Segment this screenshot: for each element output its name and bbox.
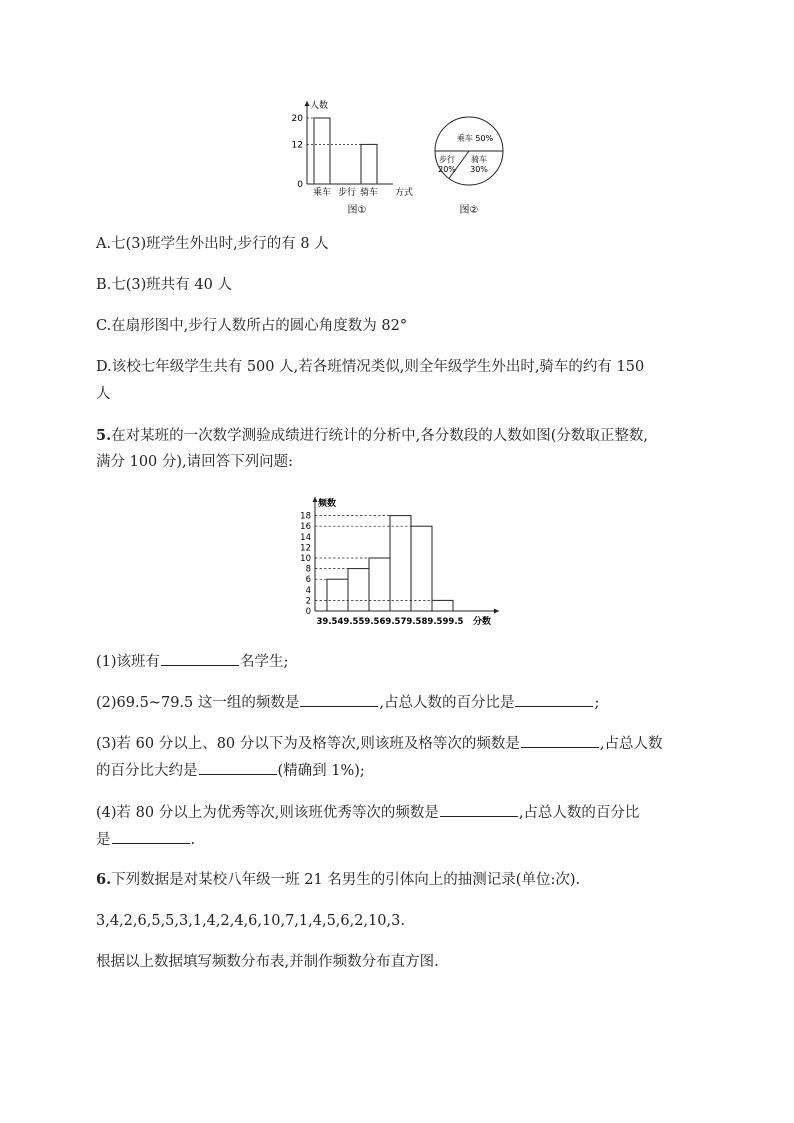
sub3-text-a: (3)若 60 分以上、80 分以下为及格等次,则该班及格等次的频数是 xyxy=(96,736,520,752)
x-tick-label: 步行 xyxy=(337,188,357,198)
histogram-bar xyxy=(348,569,369,611)
pie-slice-label: 乘车 50% xyxy=(456,134,494,143)
y-axis-arrow xyxy=(305,101,310,106)
question-5-sub1 xyxy=(96,651,288,672)
question-6-data: 3,4,2,6,5,5,3,1,4,2,4,6,10,7,1,4,5,6,2,10,3. xyxy=(96,913,405,929)
sub4-text-c: 是 xyxy=(96,832,111,848)
histogram-bar xyxy=(369,558,390,611)
figure-1-caption: 图① xyxy=(347,205,367,216)
sub4-text-b: ,占总人数的百分比 xyxy=(518,805,640,821)
x-axis-label: 方式 xyxy=(395,188,414,198)
answer-blank-4[interactable] xyxy=(521,733,599,748)
answer-blank-6[interactable] xyxy=(440,802,518,817)
sub3-text-d: (精确到 1%); xyxy=(277,763,365,779)
question-5-sub4-line2 xyxy=(96,829,195,850)
pie-slice-pct: 20% xyxy=(438,165,456,174)
x-axis-arrow xyxy=(494,609,499,614)
answer-blank-7[interactable] xyxy=(112,829,190,844)
x-tick-label: 69.5 xyxy=(379,617,401,627)
pie-slice-pct: 30% xyxy=(470,165,488,174)
y-tick-label: 12 xyxy=(300,543,311,554)
x-axis-label: 分数 xyxy=(473,617,492,627)
question-5-sub4-line1 xyxy=(96,802,639,823)
histogram-bar xyxy=(390,516,411,611)
bar xyxy=(361,144,377,184)
question-6-instruction: 根据以上数据填写频数分布表,并制作频数分布直方图. xyxy=(96,954,439,970)
y-tick-label: 2 xyxy=(305,596,311,607)
bar xyxy=(314,118,330,184)
pie-slice-label: 步行 xyxy=(439,155,455,164)
y-axis-arrow xyxy=(313,497,318,502)
histogram-bar xyxy=(432,600,453,611)
x-tick-label: 49.5 xyxy=(337,617,359,627)
x-tick-label: 89.5 xyxy=(421,617,443,627)
figure-1-bar-chart xyxy=(285,95,415,220)
sub1-text-b: 名学生; xyxy=(240,654,289,670)
sub4-text-a: (4)若 80 分以上为优秀等次,则该班优秀等次的频数是 xyxy=(96,805,439,821)
sub3-text-b: ,占总人数 xyxy=(599,736,663,752)
pie-slice-label: 骑车 xyxy=(471,155,487,164)
sub2-text-a: (2)69.5~79.5 这一组的频数是 xyxy=(96,695,300,711)
answer-blank-1[interactable] xyxy=(161,651,239,666)
y-tick-label: 12 xyxy=(291,140,303,151)
answer-blank-3[interactable] xyxy=(515,692,593,707)
sub1-text-a: (1)该班有 xyxy=(96,654,161,670)
option-d-line2: 人 xyxy=(96,386,111,402)
y-tick-label: 18 xyxy=(300,511,311,522)
histogram-bar xyxy=(327,579,348,611)
question-5-sub3-line2 xyxy=(96,760,365,781)
figure-2-caption: 图② xyxy=(459,205,479,216)
sub2-text-c: ; xyxy=(594,695,600,711)
option-b: B.七(3)班共有 40 人 xyxy=(96,277,232,293)
sub3-text-c: 的百分比大约是 xyxy=(96,763,198,779)
figure-2-pie-chart xyxy=(425,115,510,220)
option-c: C.在扇形图中,步行人数所占的圆心角度数为 82° xyxy=(96,318,408,334)
sub4-text-d: . xyxy=(190,832,196,848)
option-a: A.七(3)班学生外出时,步行的有 8 人 xyxy=(96,236,329,252)
question-6-number: 6. xyxy=(96,871,112,888)
y-tick-label: 6 xyxy=(305,575,311,586)
question-6-line1 xyxy=(96,870,580,890)
y-axis-label: 频数 xyxy=(318,499,337,509)
y-tick-label: 20 xyxy=(291,114,303,124)
x-tick-label: 59.5 xyxy=(358,617,380,627)
x-tick-label: 99.5 xyxy=(442,617,464,627)
x-tick-label: 79.5 xyxy=(400,617,422,627)
y-tick-label: 8 xyxy=(305,564,311,575)
question-5-number: 5. xyxy=(96,427,112,444)
x-tick-label: 骑车 xyxy=(359,188,379,198)
answer-blank-5[interactable] xyxy=(199,760,277,775)
question-5-line1 xyxy=(96,426,648,446)
question-5-sub2 xyxy=(96,692,599,713)
question-5-text2: 满分 100 分),请回答下列问题: xyxy=(96,454,294,470)
option-d-line1: D.该校七年级学生共有 500 人,若各班情况类似,则全年级学生外出时,骑车的约有 150 xyxy=(96,359,645,375)
y-tick-label: 0 xyxy=(305,607,311,617)
y-tick-label: 0 xyxy=(297,180,303,190)
y-tick-label: 16 xyxy=(300,522,311,533)
x-tick-label: 39.5 xyxy=(316,617,338,627)
y-tick-label: 10 xyxy=(300,554,311,564)
question-5-text1: 在对某班的一次数学测验成绩进行统计的分析中,各分数段的人数如图(分数取正整数, xyxy=(111,428,649,444)
question-5-sub3-line1 xyxy=(96,733,662,754)
y-axis-label: 人数 xyxy=(310,101,329,111)
histogram-chart xyxy=(285,493,505,628)
y-tick-label: 14 xyxy=(300,532,311,543)
sub2-text-b: ,占总人数的百分比是 xyxy=(379,695,515,711)
histogram-bar xyxy=(411,526,432,611)
answer-blank-2[interactable] xyxy=(300,692,378,707)
question-6-text: 下列数据是对某校八年级一班 21 名男生的引体向上的抽测记录(单位:次). xyxy=(111,872,581,888)
y-tick-label: 4 xyxy=(305,585,311,596)
x-tick-label: 乘车 xyxy=(312,188,332,198)
